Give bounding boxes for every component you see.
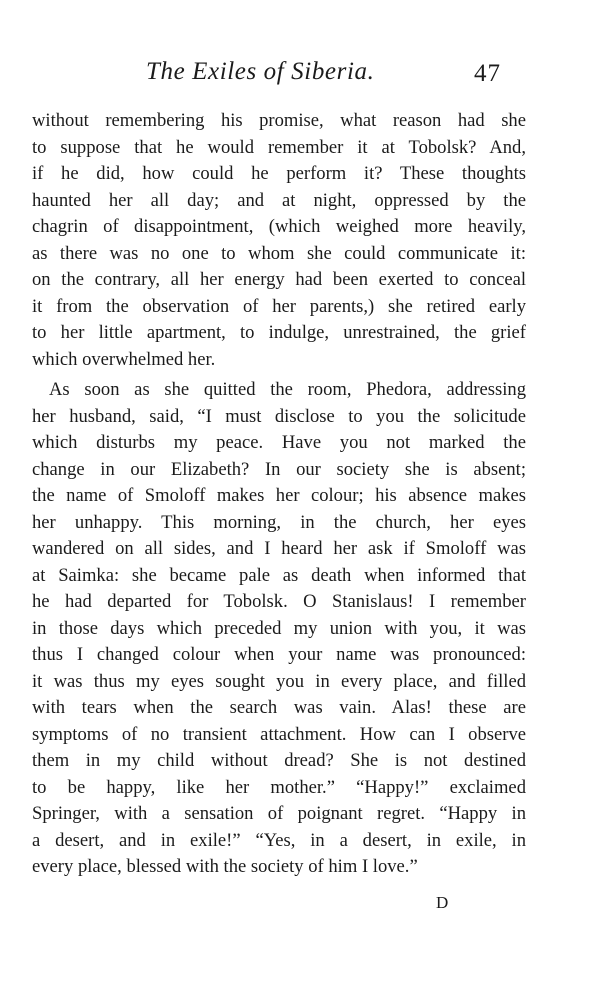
text-line: As soon as she quitted the room, Phedora, addressing xyxy=(49,379,526,400)
text-line: a desert, and in exile!” “Yes, in a desert, in exile, in xyxy=(32,829,526,851)
text-line: if he did, how could he perform it? These thoughts xyxy=(32,163,526,184)
text-line: to her little apartment, to indulge, unrestrained, the grief xyxy=(32,322,526,343)
text-line: chagrin of disappointment, (which weighed more heavily, xyxy=(32,216,526,237)
text-line: wandered on all sides, and I heard her ask if Smoloff was xyxy=(32,538,526,559)
text-line: in those days which preceded my union with you, it was xyxy=(32,617,526,639)
text-line: the name of Smoloff makes her colour; his absence makes xyxy=(32,485,526,506)
text-line: to be happy, like her mother.” “Happy!” exclaimed xyxy=(32,776,526,798)
text-line: haunted her all day; and at night, oppressed by the xyxy=(32,189,526,211)
text-line: them in my child without dread? She is not destined xyxy=(32,750,526,771)
text-line: he had departed for Tobolsk. O Stanislaus! I remember xyxy=(32,591,526,612)
body-text xyxy=(32,108,526,881)
text-line: Springer, with a sensation of poignant regret. “Happy in xyxy=(32,803,526,824)
text-line: with tears when the search was vain. Alas! these are xyxy=(32,697,526,718)
text-line: on the contrary, all her energy had been exerted to conceal xyxy=(32,269,526,290)
text-line: her husband, said, “I must disclose to you the solicitude xyxy=(32,405,526,427)
text-line: which disturbs my peace. Have you not marked the xyxy=(32,432,526,453)
paragraph-1 xyxy=(32,108,526,373)
text-line: without remembering his promise, what reason had she xyxy=(32,110,526,131)
text-line: at Saimka: she became pale as death when informed that xyxy=(32,564,526,586)
text-line: as there was no one to whom she could communicate it: xyxy=(32,242,526,264)
text-line: it from the observation of her parents,) she retired early xyxy=(32,295,526,317)
text-line: symptoms of no transient attachment. How can I observe xyxy=(32,723,526,745)
text-line: it was thus my eyes sought you in every place, and filled xyxy=(32,670,526,692)
text-line: which overwhelmed her. xyxy=(32,348,216,370)
running-header xyxy=(0,58,599,98)
text-line: her unhappy. This morning, in the church, her eyes xyxy=(32,511,526,533)
paragraph-2 xyxy=(32,377,526,881)
text-line: change in our Elizabeth? In our society she is absent; xyxy=(32,458,526,480)
text-line: every place, blessed with the society of him I love.” xyxy=(32,856,418,877)
running-title: The Exiles of Siberia. xyxy=(146,58,375,85)
text-line: to suppose that he would remember it at Tobolsk? And, xyxy=(32,136,526,158)
signature-mark: D xyxy=(436,893,450,912)
text-line: thus I changed colour when your name was pronounced: xyxy=(32,644,526,665)
page-number: 47 xyxy=(474,60,501,87)
